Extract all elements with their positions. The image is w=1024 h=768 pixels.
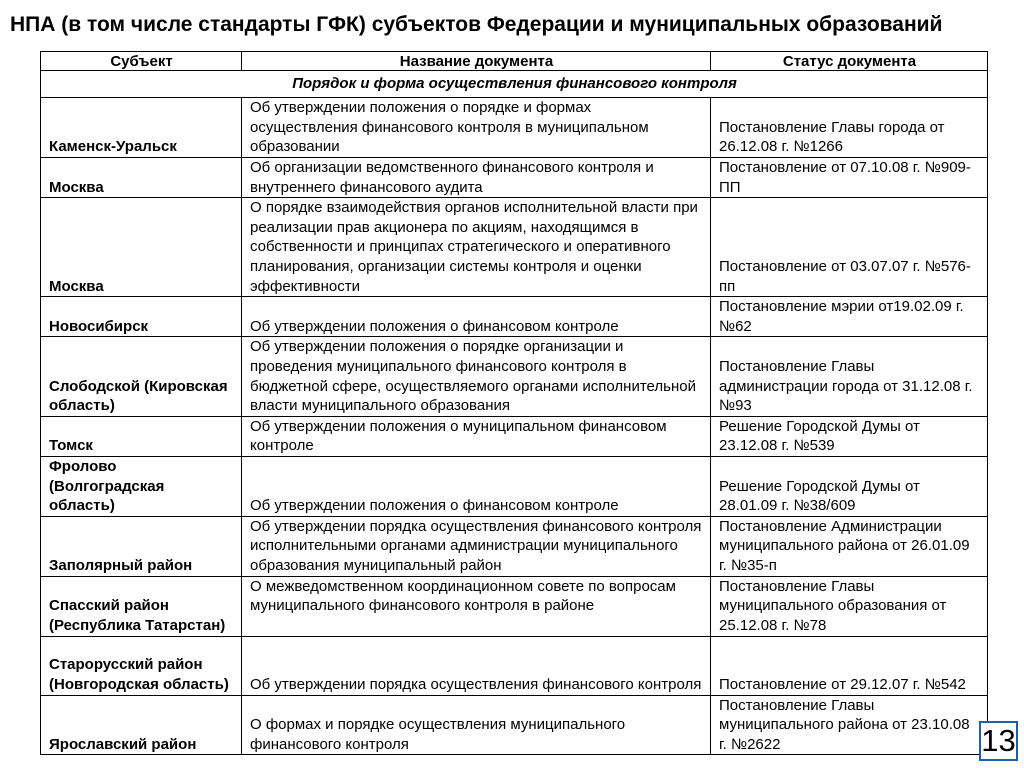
document-cell: О межведомственном координационном совете по вопросам муниципального финансового контроля в районе [242, 576, 711, 636]
document-cell: Об утверждении положения о финансовом контроле [242, 456, 711, 516]
subject-cell: Старорусский район (Новгородская область) [41, 636, 242, 695]
status-cell: Постановление Администрации муниципального района от 26.01.09 г. №35-п [711, 516, 988, 576]
table-header-row [41, 52, 988, 71]
document-cell: О порядке взаимодействия органов исполнительной власти при реализации прав акционера по акциям, находящимся в собственности и принципах стратегического и оперативного планирования, организации системы контроля и оценки эффективности [242, 198, 711, 297]
table-row [41, 297, 988, 337]
status-cell: Постановление Главы администрации города от 31.12.08 г. №93 [711, 337, 988, 416]
npa-table [40, 51, 988, 755]
status-cell: Решение Городской Думы от 23.12.08 г. №539 [711, 416, 988, 456]
document-cell: О формах и порядке осуществления муниципального финансового контроля [242, 695, 711, 755]
document-cell: Об утверждении положения о порядке и формах осуществления финансового контроля в муниципальном образовании [242, 98, 711, 158]
page-number: 13 [979, 721, 1018, 761]
status-cell: Постановление Главы муниципального образования от 25.12.08 г. №78 [711, 576, 988, 636]
document-cell: Об утверждении положения о финансовом контроле [242, 297, 711, 337]
status-cell: Постановление Главы города от 26.12.08 г. №1266 [711, 98, 988, 158]
subject-cell: Новосибирск [41, 297, 242, 337]
document-cell: Об организации ведомственного финансового контроля и внутреннего финансового аудита [242, 158, 711, 198]
subject-cell: Москва [41, 198, 242, 297]
table-row [41, 576, 988, 636]
column-header-status: Статус документа [711, 52, 988, 71]
table-row [41, 337, 988, 416]
status-cell: Постановление от 07.10.08 г. №909-ПП [711, 158, 988, 198]
table-row [41, 516, 988, 576]
subject-cell: Томск [41, 416, 242, 456]
column-header-document: Название документа [242, 52, 711, 71]
table-row [41, 636, 988, 695]
subject-cell: Каменск-Уральск [41, 98, 242, 158]
column-header-subject: Субъект [41, 52, 242, 71]
table-row [41, 695, 988, 755]
subject-cell: Спасский район (Республика Татарстан) [41, 576, 242, 636]
subject-cell: Москва [41, 158, 242, 198]
subject-cell: Ярославский район [41, 695, 242, 755]
table-row [41, 158, 988, 198]
status-cell: Постановление Главы муниципального района от 23.10.08 г. №2622 [711, 695, 988, 755]
page-title: НПА (в том числе стандарты ГФК) субъектов Федерации и муниципальных образований [10, 13, 943, 36]
table-row [41, 198, 988, 297]
document-cell: Об утверждении порядка осуществления финансового контроля исполнительными органами администрации муниципального образования муниципальный район [242, 516, 711, 576]
table-row [41, 98, 988, 158]
subject-cell: Слободской (Кировская область) [41, 337, 242, 416]
document-cell: Об утверждении положения о порядке организации и проведения муниципального финансового контроля в бюджетной сфере, осуществляемого органами исполнительной власти муниципального образования [242, 337, 711, 416]
status-cell: Постановление от 03.07.07 г. №576-пп [711, 198, 988, 297]
table-row [41, 456, 988, 516]
status-cell: Постановление от 29.12.07 г. №542 [711, 636, 988, 695]
document-cell: Об утверждении порядка осуществления финансового контроля [242, 636, 711, 695]
section-title: Порядок и форма осуществления финансового контроля [41, 71, 988, 98]
table-row [41, 416, 988, 456]
subject-cell: Заполярный район [41, 516, 242, 576]
status-cell: Решение Городской Думы от 28.01.09 г. №38/609 [711, 456, 988, 516]
document-cell: Об утверждении положения о муниципальном финансовом контроле [242, 416, 711, 456]
section-row [41, 71, 988, 98]
status-cell: Постановление мэрии от19.02.09 г. №62 [711, 297, 988, 337]
subject-cell: Фролово (Волгоградская область) [41, 456, 242, 516]
